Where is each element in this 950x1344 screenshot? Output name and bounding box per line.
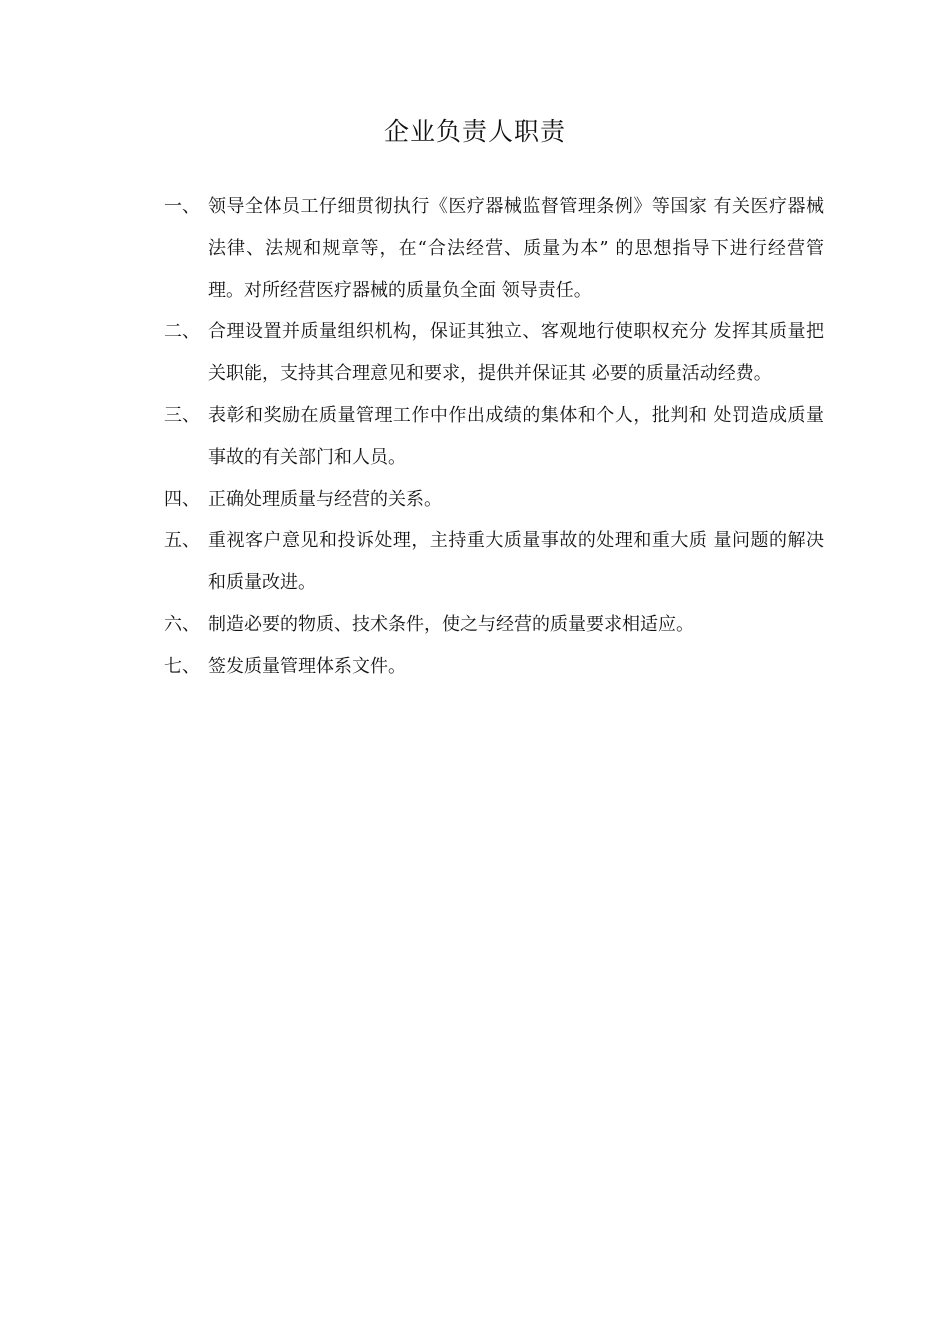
duty-item-text: 重视客户意见和投诉处理，主持重大质量事故的处理和重大质 量问题的解决和质量改进。 [208, 530, 824, 594]
duty-item-5 [164, 520, 824, 604]
duty-item-7 [164, 646, 824, 688]
duty-item-number: 三、 [164, 404, 200, 426]
duty-list [164, 186, 824, 688]
duty-item-text: 签发质量管理体系文件。 [208, 655, 406, 677]
duty-item-text: 表彰和奖励在质量管理工作中作出成绩的集体和个人，批判和 处罚造成质量事故的有关部门和人员。 [208, 404, 824, 468]
duty-item-3 [164, 395, 824, 479]
duty-item-text: 领导全体员工仔细贯彻执行《医疗器械监督管理条例》等国家 有关医疗器械法律、法规和规章等，在“合法经营、质量为本” 的思想指导下进行经营管理。对所经营医疗器械的质量负全面 领导责任。 [208, 196, 824, 301]
duty-item-text: 合理设置并质量组织机构，保证其独立、客观地行使职权充分 发挥其质量把关职能，支持其合理意见和要求，提供并保证其 必要的质量活动经费。 [208, 321, 824, 385]
duty-item-number: 五、 [164, 530, 200, 552]
duty-item-2 [164, 311, 824, 395]
duty-item-number: 一、 [164, 196, 200, 217]
page-title: 企业负责人职责 [383, 117, 566, 146]
duty-item-text: 正确处理质量与经营的关系。 [208, 488, 442, 510]
duty-item-6 [164, 604, 824, 646]
duty-item-1 [164, 186, 824, 311]
duty-item-number: 七、 [164, 655, 200, 677]
duty-item-4 [164, 479, 824, 521]
duty-item-number: 六、 [164, 613, 200, 635]
duty-item-text: 制造必要的物质、技术条件，使之与经营的质量要求相适应。 [208, 613, 694, 635]
duty-item-number: 四、 [164, 488, 200, 510]
duty-item-number: 二、 [164, 321, 200, 343]
